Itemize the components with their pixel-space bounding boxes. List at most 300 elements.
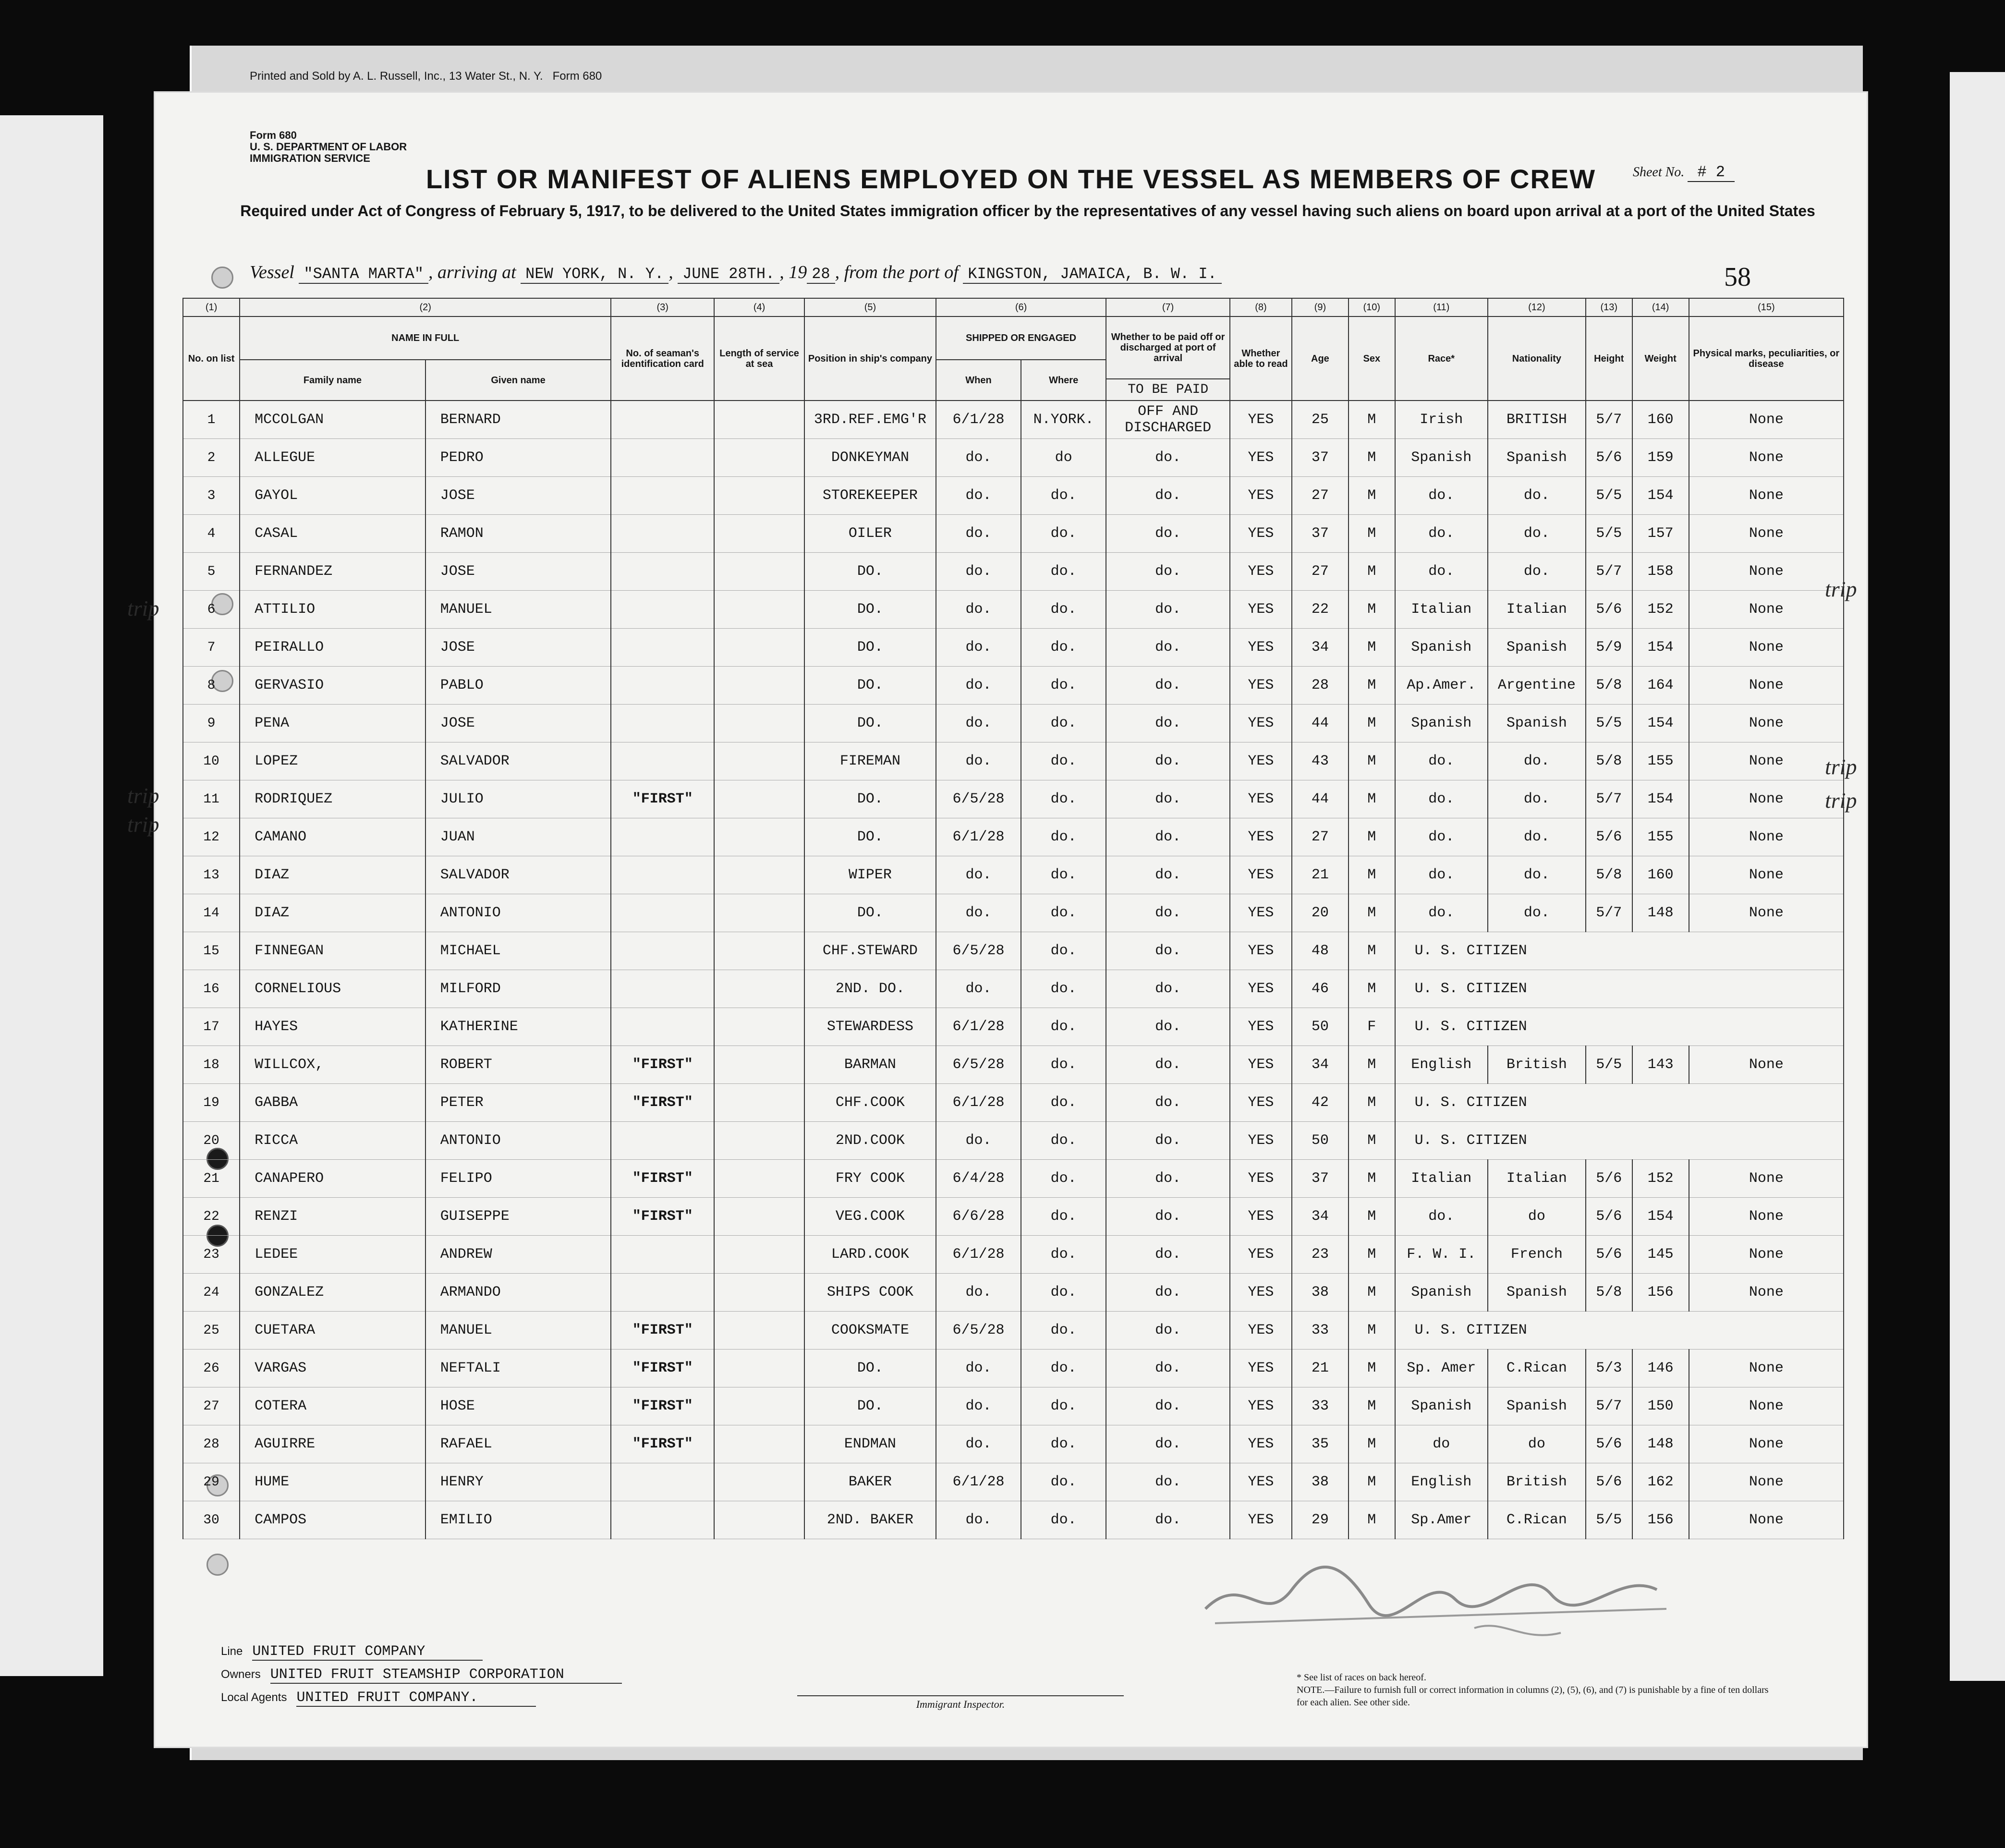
shipped-when: do. (936, 1501, 1021, 1539)
shipped-when: do. (936, 742, 1021, 780)
weight: 156 (1632, 1274, 1689, 1312)
sex: M (1349, 439, 1395, 477)
weight: 155 (1632, 818, 1689, 856)
height: 5/5 (1586, 705, 1632, 742)
race: U. S. CITIZEN (1395, 970, 1844, 1008)
nationality: do. (1488, 856, 1586, 894)
family-name: HAYES (240, 1008, 425, 1046)
position: DO. (804, 705, 936, 742)
column-number-row (183, 298, 1844, 316)
sex: M (1349, 1350, 1395, 1387)
row-number: 19 (183, 1084, 240, 1122)
weight: 148 (1632, 1425, 1689, 1463)
length-service (714, 894, 804, 932)
col-number: (2) (240, 298, 611, 316)
sex: M (1349, 667, 1395, 705)
row-number: 28 (183, 1425, 240, 1463)
shipped-where: do. (1021, 705, 1106, 742)
length-service (714, 629, 804, 667)
race: Spanish (1395, 629, 1488, 667)
age: 37 (1292, 439, 1349, 477)
paid-off: do. (1106, 856, 1230, 894)
seaman-card (611, 742, 714, 780)
col-number: (14) (1632, 298, 1689, 316)
length-service (714, 1198, 804, 1236)
age: 27 (1292, 818, 1349, 856)
weight: 145 (1632, 1236, 1689, 1274)
paid-off: do. (1106, 1236, 1230, 1274)
physical-marks: None (1689, 1501, 1844, 1539)
length-service (714, 439, 804, 477)
agents-value: UNITED FRUIT COMPANY. (296, 1690, 535, 1707)
nationality: Spanish (1488, 705, 1586, 742)
length-service (714, 780, 804, 818)
year-prefix: , 19 (779, 262, 807, 282)
table-row (183, 1463, 1844, 1501)
able-to-read: YES (1230, 553, 1292, 591)
given-name: RAMON (425, 515, 611, 553)
age: 29 (1292, 1501, 1349, 1539)
paid-off: do. (1106, 1387, 1230, 1425)
age: 42 (1292, 1084, 1349, 1122)
able-to-read: YES (1230, 1463, 1292, 1501)
race: Spanish (1395, 1387, 1488, 1425)
physical-marks: None (1689, 1387, 1844, 1425)
given-name: MILFORD (425, 970, 611, 1008)
table-row (183, 553, 1844, 591)
paid-off: do. (1106, 1122, 1230, 1160)
nationality: Spanish (1488, 439, 1586, 477)
form-block (250, 130, 407, 164)
weight: 155 (1632, 742, 1689, 780)
paid-off: do. (1106, 515, 1230, 553)
table-row (183, 591, 1844, 629)
able-to-read: YES (1230, 1084, 1292, 1122)
weight: 160 (1632, 401, 1689, 439)
age: 38 (1292, 1274, 1349, 1312)
table-row (183, 742, 1844, 780)
able-to-read: YES (1230, 401, 1292, 439)
position: STOREKEEPER (804, 477, 936, 515)
family-name: RENZI (240, 1198, 425, 1236)
weight: 162 (1632, 1463, 1689, 1501)
family-name: COTERA (240, 1387, 425, 1425)
table-row (183, 1046, 1844, 1084)
position: DO. (804, 818, 936, 856)
family-name: CAMANO (240, 818, 425, 856)
sheet-number (1633, 163, 1735, 181)
row-number: 17 (183, 1008, 240, 1046)
sex: M (1349, 1046, 1395, 1084)
family-name: FERNANDEZ (240, 553, 425, 591)
seaman-card (611, 1274, 714, 1312)
table-row (183, 1387, 1844, 1425)
race: do. (1395, 477, 1488, 515)
sex: M (1349, 894, 1395, 932)
sex: M (1349, 1463, 1395, 1501)
able-to-read: YES (1230, 629, 1292, 667)
able-to-read: YES (1230, 439, 1292, 477)
header-no-on-list: No. on list (183, 316, 240, 401)
weight: 143 (1632, 1046, 1689, 1084)
row-number: 25 (183, 1312, 240, 1350)
paid-off: do. (1106, 1312, 1230, 1350)
weight: 154 (1632, 705, 1689, 742)
from-label: , from the port of (835, 262, 959, 282)
able-to-read: YES (1230, 1122, 1292, 1160)
paid-off: do. (1106, 780, 1230, 818)
paid-off: OFF AND DISCHARGED (1106, 401, 1230, 439)
family-name: CANAPERO (240, 1160, 425, 1198)
printer-text: Printed and Sold by A. L. Russell, Inc., 13 Water St., N. Y. (250, 70, 543, 83)
physical-marks: None (1689, 1425, 1844, 1463)
family-name: DIAZ (240, 856, 425, 894)
shipped-where: do. (1021, 818, 1106, 856)
col-number: (3) (611, 298, 714, 316)
able-to-read: YES (1230, 515, 1292, 553)
race: U. S. CITIZEN (1395, 932, 1844, 970)
seaman-card: "FIRST" (611, 780, 714, 818)
department-name: U. S. DEPARTMENT OF LABOR (250, 141, 407, 153)
length-service (714, 591, 804, 629)
height: 5/6 (1586, 591, 1632, 629)
length-service (714, 1425, 804, 1463)
paid-off: do. (1106, 1084, 1230, 1122)
position: DONKEYMAN (804, 439, 936, 477)
sex: M (1349, 1312, 1395, 1350)
margin-note: trip (1825, 788, 1857, 813)
family-name: DIAZ (240, 894, 425, 932)
header-where: Where (1021, 360, 1106, 401)
height: 5/6 (1586, 818, 1632, 856)
physical-marks: None (1689, 629, 1844, 667)
nationality: do (1488, 1198, 1586, 1236)
seaman-card (611, 1463, 714, 1501)
length-service (714, 1350, 804, 1387)
family-name: GAYOL (240, 477, 425, 515)
height: 5/8 (1586, 856, 1632, 894)
physical-marks: None (1689, 742, 1844, 780)
given-name: MICHAEL (425, 932, 611, 970)
nationality: do. (1488, 780, 1586, 818)
given-name: GUISEPPE (425, 1198, 611, 1236)
age: 28 (1292, 667, 1349, 705)
position: 2ND. DO. (804, 970, 936, 1008)
shipped-where: do. (1021, 1046, 1106, 1084)
row-number: 22 (183, 1198, 240, 1236)
shipped-when: do. (936, 1350, 1021, 1387)
family-name: LEDEE (240, 1236, 425, 1274)
physical-marks: None (1689, 1236, 1844, 1274)
paid-off: do. (1106, 1008, 1230, 1046)
able-to-read: YES (1230, 1198, 1292, 1236)
sex: M (1349, 818, 1395, 856)
col-number: (12) (1488, 298, 1586, 316)
sheet-number-label: Sheet No. (1633, 165, 1685, 180)
shipped-where: do. (1021, 1387, 1106, 1425)
position: LARD.COOK (804, 1236, 936, 1274)
row-number: 10 (183, 742, 240, 780)
length-service (714, 932, 804, 970)
position: ENDMAN (804, 1425, 936, 1463)
sex: M (1349, 1198, 1395, 1236)
header-length-service: Length of service at sea (714, 316, 804, 401)
weight: 154 (1632, 780, 1689, 818)
weight: 157 (1632, 515, 1689, 553)
physical-marks: None (1689, 705, 1844, 742)
table-row (183, 1198, 1844, 1236)
shipped-where: do. (1021, 1236, 1106, 1274)
header-when: When (936, 360, 1021, 401)
seaman-card (611, 401, 714, 439)
position: DO. (804, 780, 936, 818)
family-name: CASAL (240, 515, 425, 553)
given-name: ARMANDO (425, 1274, 611, 1312)
age: 37 (1292, 515, 1349, 553)
row-number: 21 (183, 1160, 240, 1198)
arriving-label: , arriving at (428, 262, 516, 282)
page-subtitle: Required under Act of Congress of February 5, 1917, to be delivered to the United States immigration officer by the representatives of any vessel having such aliens on board upon arrival at a port of the United States (240, 202, 1815, 219)
family-name: GABBA (240, 1084, 425, 1122)
shipped-where: do. (1021, 477, 1106, 515)
position: SHIPS COOK (804, 1274, 936, 1312)
family-name: GERVASIO (240, 667, 425, 705)
seaman-card: "FIRST" (611, 1425, 714, 1463)
age: 27 (1292, 553, 1349, 591)
shipped-when: do. (936, 1387, 1021, 1425)
table-row (183, 894, 1844, 932)
sex: M (1349, 1160, 1395, 1198)
sex: M (1349, 629, 1395, 667)
paid-off: do. (1106, 629, 1230, 667)
shipped-when: 6/1/28 (936, 1084, 1021, 1122)
col-number: (5) (804, 298, 936, 316)
seaman-card (611, 818, 714, 856)
position: 3RD.REF.EMG'R (804, 401, 936, 439)
col-number: (15) (1689, 298, 1844, 316)
row-number: 2 (183, 439, 240, 477)
seaman-card (611, 1122, 714, 1160)
shipped-where: do. (1021, 1198, 1106, 1236)
given-name: ANTONIO (425, 1122, 611, 1160)
able-to-read: YES (1230, 894, 1292, 932)
shipped-where: do. (1021, 629, 1106, 667)
paid-off: do. (1106, 1463, 1230, 1501)
nationality: French (1488, 1236, 1586, 1274)
race: Sp. Amer (1395, 1350, 1488, 1387)
height: 5/8 (1586, 742, 1632, 780)
col-number: (6) (936, 298, 1106, 316)
height: 5/7 (1586, 780, 1632, 818)
paid-off-note: TO BE PAID (1106, 379, 1230, 401)
length-service (714, 818, 804, 856)
race: do. (1395, 818, 1488, 856)
position: BAKER (804, 1463, 936, 1501)
position: DO. (804, 894, 936, 932)
shipped-when: 6/1/28 (936, 818, 1021, 856)
seaman-card: "FIRST" (611, 1046, 714, 1084)
table-row (183, 1501, 1844, 1539)
position: FIREMAN (804, 742, 936, 780)
row-number: 24 (183, 1274, 240, 1312)
age: 46 (1292, 970, 1349, 1008)
length-service (714, 515, 804, 553)
shipped-where: do. (1021, 1160, 1106, 1198)
header-age: Age (1292, 316, 1349, 401)
able-to-read: YES (1230, 1274, 1292, 1312)
col-number: (1) (183, 298, 240, 316)
seaman-card (611, 705, 714, 742)
col-number: (13) (1586, 298, 1632, 316)
owners-label: Owners (221, 1668, 261, 1681)
nationality: British (1488, 1046, 1586, 1084)
shipped-when: do. (936, 667, 1021, 705)
paid-off: do. (1106, 1350, 1230, 1387)
table-row (183, 1122, 1844, 1160)
age: 43 (1292, 742, 1349, 780)
able-to-read: YES (1230, 1236, 1292, 1274)
table-row (183, 1084, 1844, 1122)
length-service (714, 742, 804, 780)
given-name: BERNARD (425, 401, 611, 439)
printer-form-text: Form 680 (552, 70, 602, 83)
able-to-read: YES (1230, 1387, 1292, 1425)
race: U. S. CITIZEN (1395, 1008, 1844, 1046)
race: do. (1395, 780, 1488, 818)
sex: M (1349, 856, 1395, 894)
nationality: Spanish (1488, 1387, 1586, 1425)
inspector-signature-line: Immigrant Inspector. (797, 1695, 1124, 1711)
weight: 154 (1632, 629, 1689, 667)
page-title: LIST OR MANIFEST OF ALIENS EMPLOYED ON THE VESSEL AS MEMBERS OF CREW (425, 164, 1596, 194)
length-service (714, 667, 804, 705)
given-name: HENRY (425, 1463, 611, 1501)
row-number: 11 (183, 780, 240, 818)
shipped-where: do. (1021, 1312, 1106, 1350)
family-name: FINNEGAN (240, 932, 425, 970)
shipped-where: do. (1021, 1463, 1106, 1501)
age: 48 (1292, 932, 1349, 970)
height: 5/5 (1586, 1501, 1632, 1539)
seaman-card (611, 894, 714, 932)
nationality: do. (1488, 553, 1586, 591)
seaman-card (611, 932, 714, 970)
table-row (183, 515, 1844, 553)
race: do (1395, 1425, 1488, 1463)
col-number: (11) (1395, 298, 1488, 316)
sex: M (1349, 780, 1395, 818)
weight: 148 (1632, 894, 1689, 932)
vessel-label: Vessel (250, 262, 294, 282)
sex: M (1349, 742, 1395, 780)
family-name: RICCA (240, 1122, 425, 1160)
race: Spanish (1395, 439, 1488, 477)
height: 5/5 (1586, 1046, 1632, 1084)
paid-off: do. (1106, 970, 1230, 1008)
able-to-read: YES (1230, 1501, 1292, 1539)
shipped-when: 6/1/28 (936, 1008, 1021, 1046)
shipped-when: do. (936, 553, 1021, 591)
given-name: JOSE (425, 705, 611, 742)
physical-marks: None (1689, 780, 1844, 818)
row-number: 20 (183, 1122, 240, 1160)
crew-table (182, 298, 1844, 1539)
physical-marks: None (1689, 1350, 1844, 1387)
position: CHF.STEWARD (804, 932, 936, 970)
race: U. S. CITIZEN (1395, 1312, 1844, 1350)
seaman-card: "FIRST" (611, 1387, 714, 1425)
table-row (183, 1350, 1844, 1387)
sex: M (1349, 705, 1395, 742)
row-number: 1 (183, 401, 240, 439)
seaman-card: "FIRST" (611, 1198, 714, 1236)
col-number: (4) (714, 298, 804, 316)
seaman-card: "FIRST" (611, 1160, 714, 1198)
position: 2ND. BAKER (804, 1501, 936, 1539)
shipped-where: do. (1021, 856, 1106, 894)
weight: 152 (1632, 1160, 1689, 1198)
vessel-line: Vessel "SANTA MARTA" , arriving at NEW YORK, N. Y. , JUNE 28TH. , 19 28 , from the port of KINGSTON, JAMAICA, B. W. I. (250, 262, 1835, 283)
age: 27 (1292, 477, 1349, 515)
family-name: LOPEZ (240, 742, 425, 780)
paid-off: do. (1106, 1198, 1230, 1236)
length-service (714, 401, 804, 439)
height: 5/6 (1586, 439, 1632, 477)
nationality: do (1488, 1425, 1586, 1463)
given-name: ANDREW (425, 1236, 611, 1274)
row-number: 8 (183, 667, 240, 705)
shipped-where: do. (1021, 742, 1106, 780)
race: do. (1395, 1198, 1488, 1236)
table-row (183, 970, 1844, 1008)
row-number: 13 (183, 856, 240, 894)
family-name: MCCOLGAN (240, 401, 425, 439)
able-to-read: YES (1230, 1160, 1292, 1198)
shipped-when: do. (936, 1122, 1021, 1160)
nationality: do. (1488, 515, 1586, 553)
shipped-when: 6/5/28 (936, 932, 1021, 970)
given-name: PEDRO (425, 439, 611, 477)
footer (221, 1640, 622, 1709)
physical-marks: None (1689, 1198, 1844, 1236)
header-shipped-engaged: SHIPPED OR ENGAGED (936, 316, 1106, 360)
paid-off: do. (1106, 932, 1230, 970)
paid-off: do. (1106, 1046, 1230, 1084)
height: 5/5 (1586, 477, 1632, 515)
length-service (714, 856, 804, 894)
shipped-where: do. (1021, 970, 1106, 1008)
physical-marks: None (1689, 818, 1844, 856)
row-number: 14 (183, 894, 240, 932)
owners-value: UNITED FRUIT STEAMSHIP CORPORATION (270, 1666, 622, 1684)
nationality: do. (1488, 894, 1586, 932)
shipped-where: do. (1021, 667, 1106, 705)
row-number: 18 (183, 1046, 240, 1084)
position: WIPER (804, 856, 936, 894)
table-row (183, 1274, 1844, 1312)
seaman-card (611, 439, 714, 477)
weight: 158 (1632, 553, 1689, 591)
physical-marks: None (1689, 439, 1844, 477)
col-number: (9) (1292, 298, 1349, 316)
nationality: do. (1488, 818, 1586, 856)
margin-note: trip (1825, 577, 1857, 601)
seaman-card (611, 1008, 714, 1046)
table-row (183, 780, 1844, 818)
margin-note: trip (127, 783, 159, 808)
race: do. (1395, 856, 1488, 894)
shipped-where: do. (1021, 1008, 1106, 1046)
